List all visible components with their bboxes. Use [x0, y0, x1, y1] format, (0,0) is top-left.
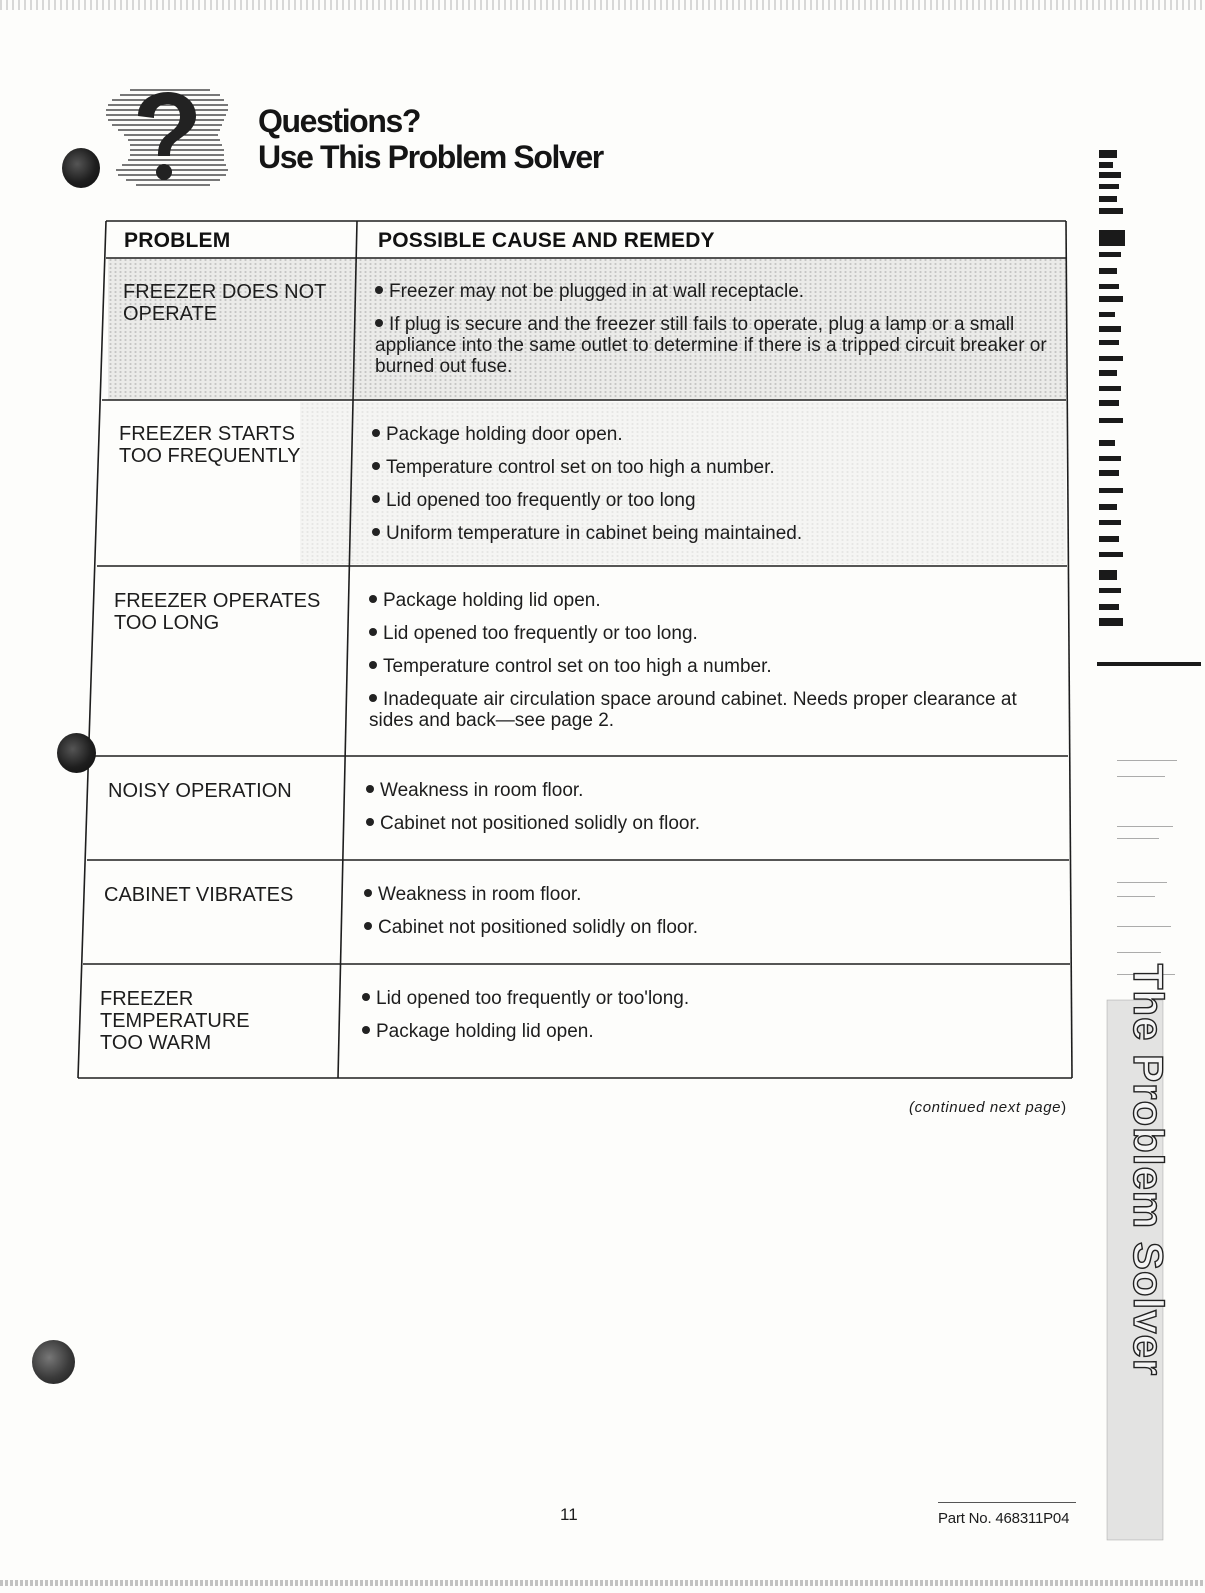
- binder-hole-middle: [57, 733, 96, 773]
- remedy-list: [366, 780, 1056, 846]
- remedy-item: [369, 689, 1059, 731]
- bullet-icon: [372, 495, 380, 503]
- part-number: Part No. 468311P04: [938, 1510, 1070, 1527]
- remedy-text: If plug is secure and the freezer still fails to operate, plug a lamp or a small appliance into the same outlet to determine if there is a tripped circuit breaker or burned out fuse.: [375, 314, 1047, 377]
- bullet-icon: [364, 889, 372, 897]
- bullet-icon: [369, 694, 377, 702]
- remedy-text: Package holding lid open.: [376, 1021, 594, 1042]
- bullet-icon: [372, 429, 380, 437]
- problem-cell: FREEZER TEMPERATURE TOO WARM: [100, 988, 250, 1054]
- problem-cell: FREEZER STARTS TOO FREQUENTLY: [119, 423, 301, 467]
- remedy-list: [372, 424, 1062, 556]
- remedy-item: [372, 490, 1062, 511]
- continued-text: continued next page: [914, 1099, 1062, 1116]
- bullet-icon: [369, 595, 377, 603]
- side-tab-label: [1125, 963, 1172, 1377]
- remedy-list: [369, 590, 1059, 743]
- bullet-icon: [362, 993, 370, 1001]
- remedy-text: Cabinet not positioned solidly on floor.: [380, 813, 701, 834]
- remedy-text: Package holding door open.: [386, 424, 623, 445]
- remedy-text: Temperature control set on too high a number.: [386, 457, 775, 478]
- remedy-item: [372, 523, 1062, 544]
- page-number: 11: [560, 1505, 578, 1524]
- bullet-icon: [369, 628, 377, 636]
- problem-cell: FREEZER DOES NOT OPERATE: [123, 281, 326, 325]
- remedy-text: Lid opened too frequently or too long.: [383, 623, 698, 644]
- continued-note: (continued next page): [909, 1099, 1067, 1116]
- bullet-icon: [364, 922, 372, 930]
- remedy-text: Inadequate air circulation space around cabinet. Needs proper clearance at sides and back—see page 2.: [369, 689, 1017, 731]
- title-line-2: Use This Problem Solver: [258, 139, 603, 175]
- remedy-text: Package holding lid open.: [383, 590, 601, 611]
- remedy-item: [369, 623, 1059, 644]
- remedy-text: Weakness in room floor.: [378, 884, 582, 905]
- bullet-icon: [375, 319, 383, 327]
- remedy-text: Freezer may not be plugged in at wall receptacle.: [389, 281, 805, 302]
- problem-cell: CABINET VIBRATES: [104, 884, 294, 906]
- remedy-item: [369, 590, 1059, 611]
- remedy-item: [362, 988, 1052, 1009]
- column-header-remedy: POSSIBLE CAUSE AND REMEDY: [378, 229, 715, 252]
- remedy-item: [372, 424, 1062, 445]
- bullet-icon: [362, 1026, 370, 1034]
- bullet-icon: [375, 286, 383, 294]
- remedy-item: [364, 884, 1054, 905]
- remedy-item: [364, 917, 1054, 938]
- binder-hole-bottom: [32, 1340, 75, 1384]
- bullet-icon: [366, 818, 374, 826]
- bullet-icon: [366, 785, 374, 793]
- problem-cell: FREEZER OPERATES TOO LONG: [114, 590, 321, 634]
- remedy-list: [375, 281, 1065, 389]
- problem-cell: NOISY OPERATION: [108, 780, 292, 802]
- remedy-item: [369, 656, 1059, 677]
- bullet-icon: [369, 661, 377, 669]
- remedy-text: Lid opened too frequently or too'long.: [376, 988, 690, 1009]
- title-line-1: Questions?: [258, 103, 421, 139]
- bullet-icon: [372, 462, 380, 470]
- remedy-item: [372, 457, 1062, 478]
- remedy-text: Lid opened too frequently or too long: [386, 490, 696, 511]
- remedy-item: [375, 281, 1065, 302]
- remedy-list: [362, 988, 1052, 1054]
- side-tab-text: The Problem Solver: [1125, 963, 1172, 1377]
- part-number-rule: [938, 1502, 1076, 1503]
- remedy-item: [375, 314, 1065, 377]
- remedy-item: [366, 813, 1056, 834]
- remedy-item: [362, 1021, 1052, 1042]
- remedy-list: [364, 884, 1054, 950]
- scan-noise-bottom: [0, 1580, 1205, 1586]
- remedy-item: [366, 780, 1056, 801]
- bullet-icon: [372, 528, 380, 536]
- remedy-text: Uniform temperature in cabinet being maintained.: [386, 523, 803, 544]
- remedy-text: Temperature control set on too high a number.: [383, 656, 772, 677]
- remedy-text: Weakness in room floor.: [380, 780, 584, 801]
- column-header-problem: PROBLEM: [124, 229, 231, 252]
- remedy-text: Cabinet not positioned solidly on floor.: [378, 917, 699, 938]
